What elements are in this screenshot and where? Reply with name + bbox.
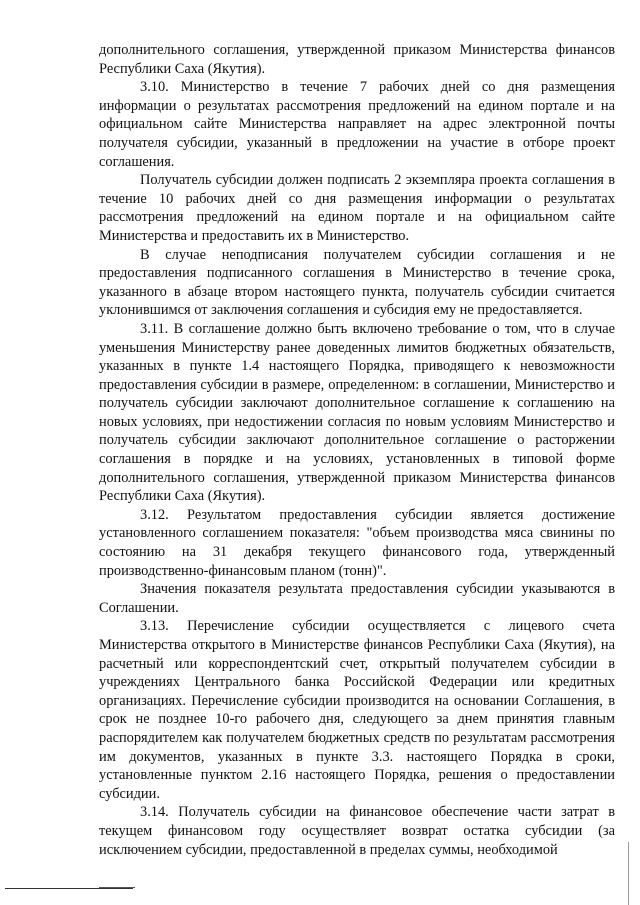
paragraph-3-13: 3.13. Перечисление субсидии осуществляется с лицевого счета Министерства открытого в Министерстве финансов Республики Саха (Якутия), на расчетный или корреспондентский счет, открытый получателем субсидии в учреждениях Центрального банка Российской Федерации или кредитных организациях. Перечисление субсидии производится на основании Соглашения, в срок не позднее 10-го рабочего дня, следующего за днем принятия главным распорядителем как получателем бюджетных средств по результатам рассмотрения им документов, указанных в пункте 3.3. настоящего Порядка в сроки, установленные пунктом 2.16 настоящего Порядка, решения о предоставлении субсидии. [99, 618, 615, 802]
paragraph-3-14: 3.14. Получатель субсидии на финансовое обеспечение части затрат в текущем финансовом году осуществляет возврат остатка субсидии (за исключением субсидии, предоставленной в пределах суммы, необходимой [99, 804, 615, 858]
paragraph-signing-deadline: Получатель субсидии должен подписать 2 экземпляра проекта соглашения в течение 10 рабочих дней со дня размещения информации о результатах рассмотрения предложений на едином портале и на официальном сайте Министерства и предоставить их в Министерство. [99, 172, 615, 244]
footer-rule [5, 888, 133, 889]
paragraph-3-11: 3.11. В соглашение должно быть включено требование о том, что в случае уменьшения Министерству ранее доведенных лимитов бюджетных обязательств, указанных в пункте 1.4 настоящего Порядка, приводящего к невозможности предоставления субсидии в размере, определенном: в соглашении, Министерство и получатель субсидии заключают дополнительное соглашение к соглашению на новых условиях, при недостижении согласия по новым условиям Министерство и получатель субсидии заключают дополнительное соглашение о расторжении соглашения в порядке и на условиях, установленных в типовой форме дополнительного соглашения, утвержденной приказом Министерства финансов Республики Саха (Якутия). [99, 320, 615, 505]
document-body [99, 41, 615, 859]
paragraph-evasion: В случае неподписания получателем субсидии соглашения и не предоставления подписанного соглашения в Министерство в течение срока, указанного в абзаце втором настоящего пункта, получатель субсидии считается уклонившимся от заключения соглашения и субсидия ему не предоставляется. [99, 246, 615, 319]
footer-rule-short [99, 887, 135, 888]
paragraph-3-10: 3.10. Министерство в течение 7 рабочих дней со дня размещения информации о результатах рассмотрения предложений на едином портале и на официальном сайте Министерства направляет на адрес электронной почты получателя субсидии, указанный в предложении на участие в отборе проект соглашения. [99, 79, 615, 170]
paragraph-3-12: 3.12. Результатом предоставления субсидии является достижение установленного соглашением показателя: "объем производства мяса свинины по состоянию на 31 декабря текущего финансового года, утвержденный производственно-финансовым планом (тонн)". [99, 506, 615, 579]
paragraph-indicator-values: Значения показателя результата предоставления субсидии указываются в Соглашении. [99, 581, 615, 616]
scan-edge-line [628, 842, 629, 905]
paragraph-continuation: дополнительного соглашения, утвержденной приказом Министерства финансов Республики Саха (Якутия). [99, 42, 615, 77]
